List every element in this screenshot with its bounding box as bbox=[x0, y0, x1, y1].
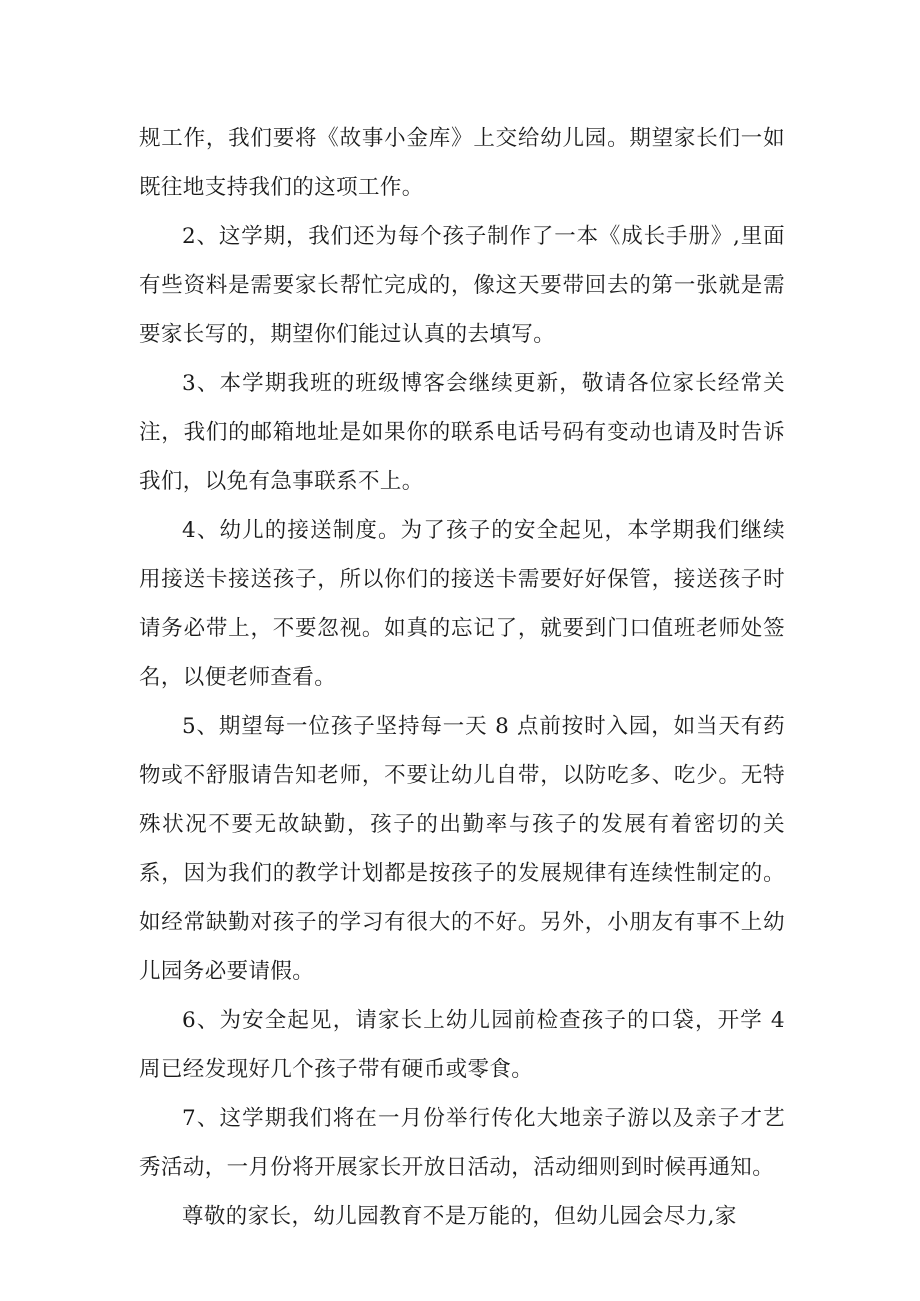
paragraph-1: 规工作，我们要将《故事小金库》上交给幼儿园。期望家长们一如既往地支持我们的这项工作。 bbox=[139, 126, 785, 200]
document-body bbox=[139, 114, 785, 1241]
paragraph-5: 5、期望每一位孩子坚持每一天 8 点前按时入园，如当天有药物或不舒服请告知老师，不要让幼儿自带，以防吃多、吃少。无特殊状况不要无故缺勤，孩子的出勤率与孩子的发展有着密切的关系，因为我们的教学计划都是按孩子的发展规律有连续性制定的。如经常缺勤对孩子的学习有很大的不好。另外，小朋友有事不上幼儿园务必要请假。 bbox=[139, 714, 785, 984]
paragraph-4: 4、幼儿的接送制度。为了孩子的安全起见，本学期我们继续用接送卡接送孩子，所以你们的接送卡需要好好保管，接送孩子时请务必带上，不要忽视。如真的忘记了，就要到门口值班老师处签名，以便老师查看。 bbox=[139, 518, 785, 690]
paragraph-3: 3、本学期我班的班级博客会继续更新，敬请各位家长经常关注，我们的邮箱地址是如果你的联系电话号码有变动也请及时告诉我们，以免有急事联系不上。 bbox=[139, 371, 785, 494]
paragraph-6: 6、为安全起见，请家长上幼儿园前检查孩子的口袋，开学 4 周已经发现好几个孩子带有硬币或零食。 bbox=[139, 1008, 785, 1082]
paragraph-2: 2、这学期，我们还为每个孩子制作了一本《成长手册》,里面有些资料是需要家长帮忙完成的，像这天要带回去的第一张就是需要家长写的，期望你们能过认真的去填写。 bbox=[139, 224, 785, 347]
paragraph-8: 尊敬的家长，幼儿园教育不是万能的，但幼儿园会尽力,家 bbox=[182, 1204, 737, 1229]
paragraph-7: 7、这学期我们将在一月份举行传化大地亲子游以及亲子才艺秀活动，一月份将开展家长开放日活动，活动细则到时候再通知。 bbox=[139, 1106, 785, 1180]
